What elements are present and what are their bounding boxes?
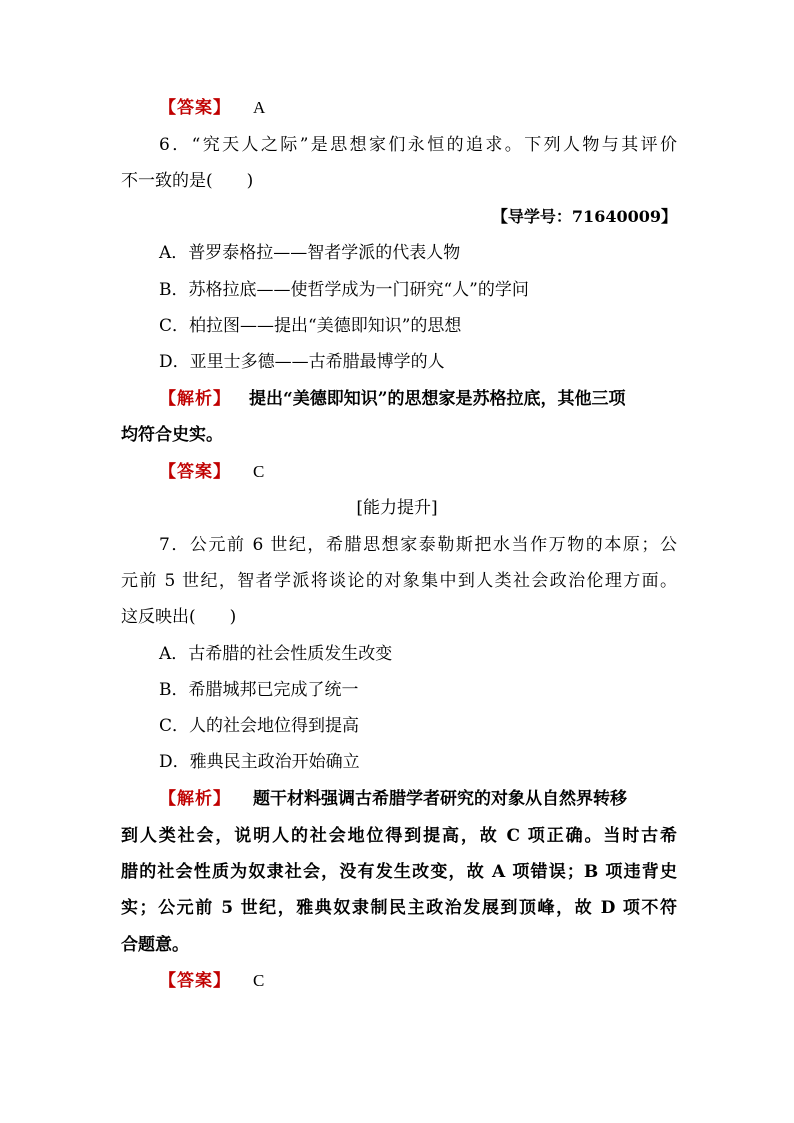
answer-value: A bbox=[253, 98, 266, 117]
q6-answer-line bbox=[159, 461, 715, 483]
q7-answer-line bbox=[159, 970, 715, 992]
q7-analysis-line-2: 到人类社会，说明人的社会地位得到提高，故 C 项正确。当时古希 bbox=[121, 826, 677, 846]
q7-analysis-line-3: 腊的社会性质为奴隶社会，没有发生改变，故 A 项错误；B 项违背史 bbox=[121, 862, 677, 882]
q7-option-d: D．雅典民主政治开始确立 bbox=[159, 752, 360, 772]
q7-option-a: A．古希腊的社会性质发生改变 bbox=[159, 644, 393, 664]
q7-option-b: B．希腊城邦已完成了统一 bbox=[159, 680, 359, 700]
answer-label: 【答案】 bbox=[159, 462, 231, 482]
q6-analysis-line-2: 均符合史实。 bbox=[121, 425, 223, 445]
answer-label: 【答案】 bbox=[159, 971, 231, 991]
q6-option-c: C．柏拉图——提出“美德即知识”的思想 bbox=[159, 316, 462, 336]
q6-stem-line-2: 不一致的是( ) bbox=[121, 171, 254, 191]
q7-stem-line-1: 7．公元前 6 世纪，希腊思想家泰勒斯把水当作万物的本原；公 bbox=[159, 535, 677, 555]
q6-option-b: B．苏格拉底——使哲学成为一门研究“人”的学问 bbox=[159, 280, 529, 300]
q6-analysis-text: 提出“美德即知识”的思想家是苏格拉底，其他三项 bbox=[249, 389, 626, 409]
q7-analysis-line-5: 合题意。 bbox=[121, 935, 189, 955]
section-title: [能力提升] bbox=[356, 498, 438, 518]
q6-stem-line-1: 6．“究天人之际”是思想家们永恒的追求。下列人物与其评价 bbox=[159, 135, 677, 155]
q7-analysis-line-4: 实；公元前 5 世纪，雅典奴隶制民主政治发展到顶峰，故 D 项不符 bbox=[121, 898, 677, 918]
q7-analysis-text: 题干材料强调古希腊学者研究的对象从自然界转移 bbox=[253, 789, 627, 809]
q7-analysis-line-1 bbox=[159, 788, 677, 810]
q7-stem-line-2: 元前 5 世纪，智者学派将谈论的对象集中到人类社会政治伦理方面。 bbox=[121, 571, 677, 591]
answer-value: C bbox=[253, 971, 265, 990]
q7-stem-line-3: 这反映出( ) bbox=[121, 607, 237, 627]
guide-number-tag: 【导学号：71640009】 bbox=[491, 207, 677, 226]
answer-value: C bbox=[253, 462, 265, 481]
q6-analysis-line-1 bbox=[159, 388, 677, 410]
answer-label: 【答案】 bbox=[159, 98, 231, 118]
analysis-label: 【解析】 bbox=[159, 389, 231, 409]
q6-option-d: D．亚里士多德——古希腊最博学的人 bbox=[159, 352, 445, 372]
q7-option-c: C．人的社会地位得到提高 bbox=[159, 716, 360, 736]
q6-option-a: A．普罗泰格拉——智者学派的代表人物 bbox=[159, 243, 461, 263]
q5-answer-line bbox=[159, 97, 715, 119]
analysis-label: 【解析】 bbox=[159, 789, 231, 809]
